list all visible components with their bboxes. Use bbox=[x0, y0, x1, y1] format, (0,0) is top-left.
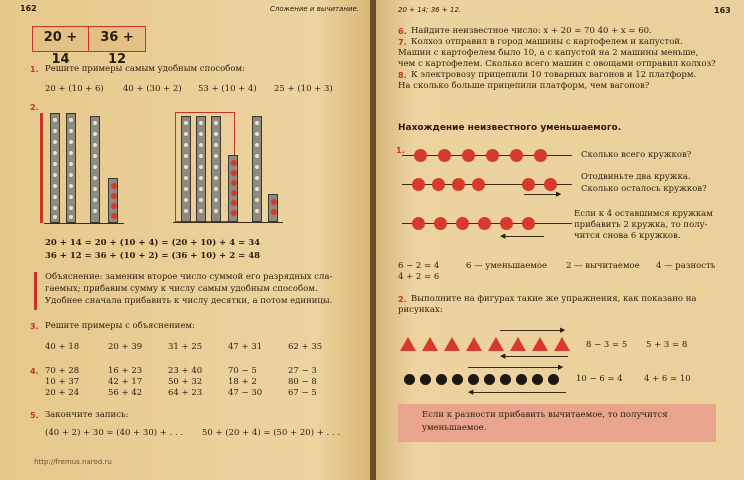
task-line: рисунках: bbox=[398, 305, 443, 315]
task-number: 3. bbox=[30, 322, 39, 331]
topic-box bbox=[32, 26, 146, 67]
running-head: Сложение и вычитание. bbox=[270, 5, 360, 13]
task-text: Найдите неизвестное число: x + 20 = 70 40 + x = 60. bbox=[411, 26, 652, 36]
topic-example-1: 20 + 14 bbox=[33, 27, 89, 51]
ones-rod bbox=[228, 155, 238, 222]
example: 53 + (10 + 4) bbox=[198, 84, 257, 94]
task-number: 2. bbox=[398, 295, 407, 304]
equation: 4 + 2 = 6 bbox=[398, 272, 440, 282]
equation: 8 − 3 = 5 bbox=[586, 340, 628, 350]
ones-rod bbox=[268, 194, 278, 222]
explanation-line: Объяснение: заменим второе число суммой его разрядных сла- bbox=[45, 272, 333, 282]
term-minuend: 6 — уменьшаемое bbox=[466, 261, 548, 271]
explanation-line: прибавить 2 кружка, то полу- bbox=[574, 220, 708, 230]
ten-rod bbox=[66, 113, 76, 223]
page-number: 162 bbox=[20, 4, 37, 13]
explanation-line: Удобнее сначала прибавить к числу десятки, а потом единицы. bbox=[45, 296, 333, 306]
task-line: чем с картофелем. Сколько всего машин с овощами отправил колхоз? bbox=[398, 59, 716, 69]
equation: 10 − 6 = 4 bbox=[576, 374, 623, 384]
ten-rod bbox=[196, 116, 206, 222]
term-subtrahend: 2 — вычитаемое bbox=[566, 261, 640, 271]
equation: 20 + 14 = 20 + (10 + 4) = (20 + 10) + 4 = 34 bbox=[45, 238, 261, 248]
page-number: 163 bbox=[714, 6, 731, 15]
equation: 5 + 3 = 8 bbox=[646, 340, 688, 350]
task-text: Закончите запись: bbox=[45, 410, 129, 420]
task-number: 6. bbox=[398, 27, 407, 36]
ten-rod bbox=[50, 113, 60, 223]
question-text: Отодвиньте два кружка. bbox=[581, 172, 691, 182]
explanation-line: Если к 4 оставшимся кружкам bbox=[574, 209, 713, 219]
example-column bbox=[288, 366, 317, 399]
question-text: Сколько всего кружков? bbox=[581, 150, 692, 160]
example: 47 + 31 bbox=[228, 342, 263, 352]
rule-line: Если к разности прибавить вычитаемое, то получится bbox=[422, 410, 668, 420]
task-line: На сколько больше прицепили платформ, чем вагонов? bbox=[398, 81, 650, 91]
equation: 4 + 6 = 10 bbox=[644, 374, 691, 384]
ten-rod bbox=[211, 116, 221, 222]
task-text: Решите примеры самым удобным способом: bbox=[45, 64, 245, 74]
equation: 6 − 2 = 4 bbox=[398, 261, 440, 271]
ten-rod bbox=[181, 116, 191, 222]
example: 56 + 42 bbox=[108, 388, 143, 398]
example: 20 + 39 bbox=[108, 342, 143, 352]
task-number: 4. bbox=[30, 367, 39, 376]
task-line: Выполните на фигурах такие же упражнения, как показано на bbox=[411, 294, 697, 304]
rule-line: уменьшаемое. bbox=[422, 423, 487, 433]
example-column bbox=[228, 366, 262, 399]
task-number: 7. bbox=[398, 38, 407, 47]
explanation-line: чится снова 6 кружков. bbox=[574, 231, 681, 241]
example: 31 + 25 bbox=[168, 342, 203, 352]
running-head: 20 + 14; 36 + 12. bbox=[398, 6, 462, 14]
example: 47 − 30 bbox=[228, 388, 263, 398]
example: 20 + 24 bbox=[45, 388, 80, 398]
task-line: К электровозу прицепили 10 товарных вагонов и 12 платформ. bbox=[411, 70, 697, 80]
task-number: 2. bbox=[30, 103, 39, 112]
example: 18 + 2 bbox=[228, 377, 257, 387]
example: 40 + 18 bbox=[45, 342, 80, 352]
ten-rod bbox=[90, 116, 100, 223]
explanation-line: гаемых; прибавим сумму к числу самым удобным способом. bbox=[45, 284, 318, 294]
example: 23 + 40 bbox=[168, 366, 203, 376]
example: 10 + 37 bbox=[45, 377, 80, 387]
task-number: 1. bbox=[396, 146, 405, 155]
question-text: Сколько осталось кружков? bbox=[581, 184, 707, 194]
explanation-bar bbox=[34, 272, 37, 310]
example: 67 − 5 bbox=[288, 388, 317, 398]
example: 70 + 28 bbox=[45, 366, 80, 376]
example: 70 − 5 bbox=[228, 366, 257, 376]
example: 27 − 3 bbox=[288, 366, 317, 376]
task-number: 1. bbox=[30, 65, 39, 74]
example: 62 + 35 bbox=[288, 342, 323, 352]
example: 16 + 23 bbox=[108, 366, 143, 376]
term-difference: 4 — разность bbox=[656, 261, 716, 271]
example: 64 + 23 bbox=[168, 388, 203, 398]
example-column bbox=[45, 366, 79, 399]
rule-box bbox=[398, 404, 716, 442]
example-column bbox=[168, 366, 202, 399]
example-column bbox=[108, 366, 142, 399]
example: 25 + (10 + 3) bbox=[274, 84, 333, 94]
task-line: Машин с картофелем было 10, а с капустой на 2 машины меньше, bbox=[398, 48, 699, 58]
example: 50 + 32 bbox=[168, 377, 203, 387]
task-text: Решите примеры с объяснением: bbox=[45, 321, 195, 331]
example: 80 − 8 bbox=[288, 377, 317, 387]
example: 20 + (10 + 6) bbox=[45, 84, 104, 94]
task-number: 5. bbox=[30, 411, 39, 420]
section-heading: Нахождение неизвестного уменьшаемого. bbox=[398, 123, 622, 133]
source-link[interactable]: http://fremus.narod.ru bbox=[34, 458, 112, 466]
task-line: (40 + 2) + 30 = (40 + 30) + . . . 50 + (20 + 4) = (50 + 20) + . . . bbox=[45, 428, 341, 438]
ones-rod bbox=[108, 178, 118, 223]
example: 42 + 17 bbox=[108, 377, 143, 387]
example: 40 + (30 + 2) bbox=[123, 84, 182, 94]
task-line: Колхоз отправил в город машины с картофелем и капустой. bbox=[411, 37, 683, 47]
equation: 36 + 12 = 36 + (10 + 2) = (36 + 10) + 2 = 48 bbox=[45, 251, 261, 261]
right-page: 20 + 14; 36 + 12. 163 6. Найдите неизвестное число: x + 20 = 70 40 + x = 60. 7. Колхоз отправил в город машины с картофелем и капустой. Машин с картофелем было 10, а с капустой на 2 машины меньше, чем с картофелем. Сколько всего машин с овощами отправил колхоз? 8. К электровозу прицепили 10 товарных вагонов и 12 платформ. На сколько больше прицепили платформ, чем вагонов? Нахождение неизвестного уменьшаемого. 1. Сколько всего кружков? ▶ Отодвиньте два кружка. Сколько осталось кружков? ◀ Если к 4 оставшимся кружкам прибавить 2 кружка, то полу- чится снова 6 кружков. 6 − 2 = 4 4 + 2 = 6 6 — уменьшаемое 2 — вычитаемое 4 — разность 2. Выполните на фигурах такие же упражнения, как показано на рисунках: ▶ ◀ 8 − 3 = 5 5 + 3 = 8 ▶ ◀ 10 − 6 = 4 4 + 6 = 10 Если к разности прибавить вычитаемое, то получится уменьшаемое. bbox=[376, 0, 744, 480]
task-number: 8. bbox=[398, 71, 407, 80]
ten-rod bbox=[252, 116, 262, 222]
topic-example-2: 36 + 12 bbox=[100, 30, 134, 67]
